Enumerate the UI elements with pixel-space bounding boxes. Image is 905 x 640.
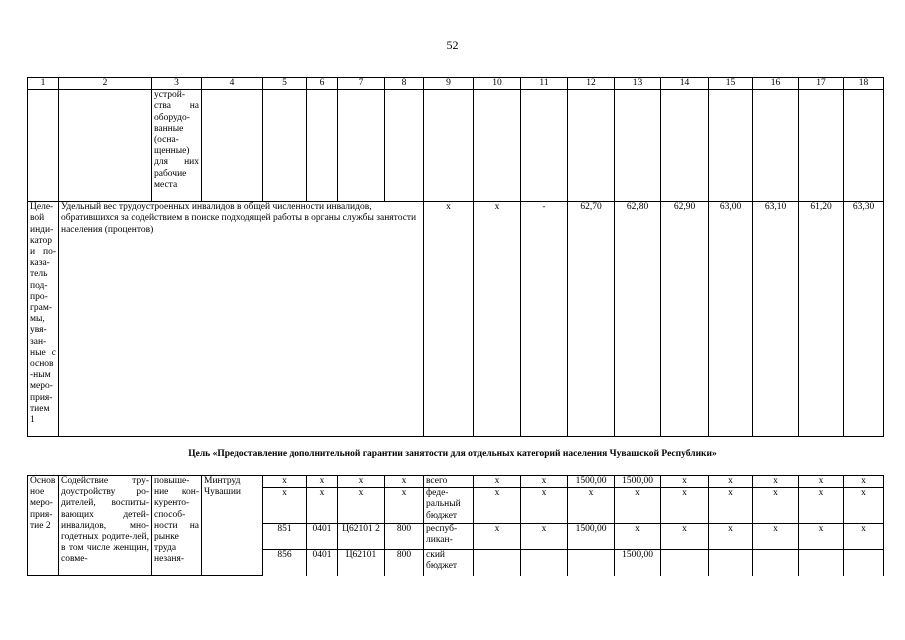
table-cell: х — [844, 488, 884, 524]
table-cell: х — [709, 524, 753, 550]
table-cell: х — [753, 524, 799, 550]
continuation-row — [28, 90, 884, 202]
table-cell: х — [615, 488, 661, 524]
table-cell: х — [799, 524, 844, 550]
table-cell: 1500,00 — [615, 476, 661, 488]
table-cell: 1500,00 — [615, 550, 661, 576]
measure-executor: Минтруд Чувашии — [202, 476, 263, 576]
indicator-value: 62,80 — [615, 202, 661, 437]
header-cell: 4 — [202, 78, 263, 90]
indicator-text: Удельный вес трудоустроенных инвалидов в общей численности инвалидов, обратившихся за содействием в поиске подходящей работы в органы службы занятости населения (процентов) — [59, 202, 424, 437]
header-cell: 3 — [152, 78, 202, 90]
header-cell: 17 — [799, 78, 844, 90]
table-cell: х — [474, 476, 521, 488]
table-cell — [521, 550, 568, 576]
table-cell: х — [385, 488, 424, 524]
continuation-cell: устрой-ства на оборудо-ванные (осна-щенные) для них рабочие места — [152, 90, 202, 202]
table-cell: х — [307, 488, 338, 524]
table-cell — [568, 550, 615, 576]
table-cell — [474, 550, 521, 576]
indicator-value: 63,10 — [753, 202, 799, 437]
table-cell: х — [661, 524, 709, 550]
indicator-value: 62,90 — [661, 202, 709, 437]
page-number: 52 — [446, 38, 459, 52]
table-cell: респуб-ликан- — [424, 524, 474, 550]
table-cell: х — [844, 524, 884, 550]
header-cell: 18 — [844, 78, 884, 90]
measure-label: Основ ное меро-прия-тие 2 — [28, 476, 59, 576]
table-cell: х — [338, 488, 385, 524]
header-cell: 11 — [521, 78, 568, 90]
header-cell: 7 — [338, 78, 385, 90]
header-cell: 6 — [307, 78, 338, 90]
header-cell: 1 — [28, 78, 59, 90]
indicator-value: х — [424, 202, 474, 437]
table-cell: х — [521, 524, 568, 550]
table-cell: х — [615, 524, 661, 550]
table-cell: Ц62101 — [338, 550, 385, 576]
table-cell: Ц62101 2 — [338, 524, 385, 550]
table-cell — [709, 550, 753, 576]
table-cell: х — [338, 476, 385, 488]
table-cell: х — [307, 476, 338, 488]
measure-table — [27, 475, 884, 576]
indicator-value: 62,70 — [568, 202, 615, 437]
table-cell: 800 — [385, 524, 424, 550]
table-cell: х — [568, 488, 615, 524]
program-table — [27, 77, 884, 437]
table-cell: х — [753, 488, 799, 524]
table-cell: ский бюджет — [424, 550, 474, 576]
indicator-row — [28, 202, 884, 437]
header-cell: 15 — [709, 78, 753, 90]
table-cell: феде-ральный бюджет — [424, 488, 474, 524]
header-cell: 5 — [263, 78, 307, 90]
table-cell: х — [709, 488, 753, 524]
table-cell: 851 — [263, 524, 307, 550]
measure-row — [28, 476, 884, 488]
header-cell: 9 — [424, 78, 474, 90]
table-cell: х — [799, 488, 844, 524]
indicator-label: Целе-вой инди-катор и по-каза-тель под-про-грам-мы, увя-зан-ные с основ-ным меро-прия-тием 1 — [28, 202, 59, 437]
table-cell: х — [263, 476, 307, 488]
table-cell: 0401 — [307, 550, 338, 576]
header-cell: 2 — [59, 78, 152, 90]
indicator-value: - — [521, 202, 568, 437]
table-cell — [844, 550, 884, 576]
table-cell: х — [799, 476, 844, 488]
table-cell: х — [844, 476, 884, 488]
table-cell: х — [474, 524, 521, 550]
table-cell: х — [661, 488, 709, 524]
table-cell: х — [709, 476, 753, 488]
table-cell: х — [385, 476, 424, 488]
header-cell: 14 — [661, 78, 709, 90]
indicator-value: х — [474, 202, 521, 437]
table-cell: х — [263, 488, 307, 524]
table-cell: х — [661, 476, 709, 488]
indicator-value: 63,00 — [709, 202, 753, 437]
table-cell: х — [521, 476, 568, 488]
header-cell: 13 — [615, 78, 661, 90]
table-cell: 856 — [263, 550, 307, 576]
header-cell: 8 — [385, 78, 424, 90]
goal-title: Цель «Предоставление дополнительной гарантии занятости для отдельных категорий населения Чувашской Республики» — [188, 449, 717, 459]
table-cell: х — [753, 476, 799, 488]
table-cell — [799, 550, 844, 576]
table-cell: х — [521, 488, 568, 524]
table-cell: х — [474, 488, 521, 524]
indicator-value: 61,20 — [799, 202, 844, 437]
table-cell — [661, 550, 709, 576]
table-cell: 1500,00 — [568, 524, 615, 550]
table-cell — [753, 550, 799, 576]
header-cell: 10 — [474, 78, 521, 90]
table-cell: 1500,00 — [568, 476, 615, 488]
measure-goal: повыше-ние кон-куренто-способ-ности на рынке труда незаня- — [152, 476, 202, 576]
measure-description: Содействие тру-доустройству ро-дителей, воспиты-вающих детей-инвалидов, мно-годетных родите-лей, в том числе женщин, совме- — [59, 476, 152, 576]
table-cell: 0401 — [307, 524, 338, 550]
header-cell: 16 — [753, 78, 799, 90]
header-row — [28, 78, 884, 90]
header-cell: 12 — [568, 78, 615, 90]
table-cell: всего — [424, 476, 474, 488]
indicator-value: 63,30 — [844, 202, 884, 437]
table-cell: 800 — [385, 550, 424, 576]
